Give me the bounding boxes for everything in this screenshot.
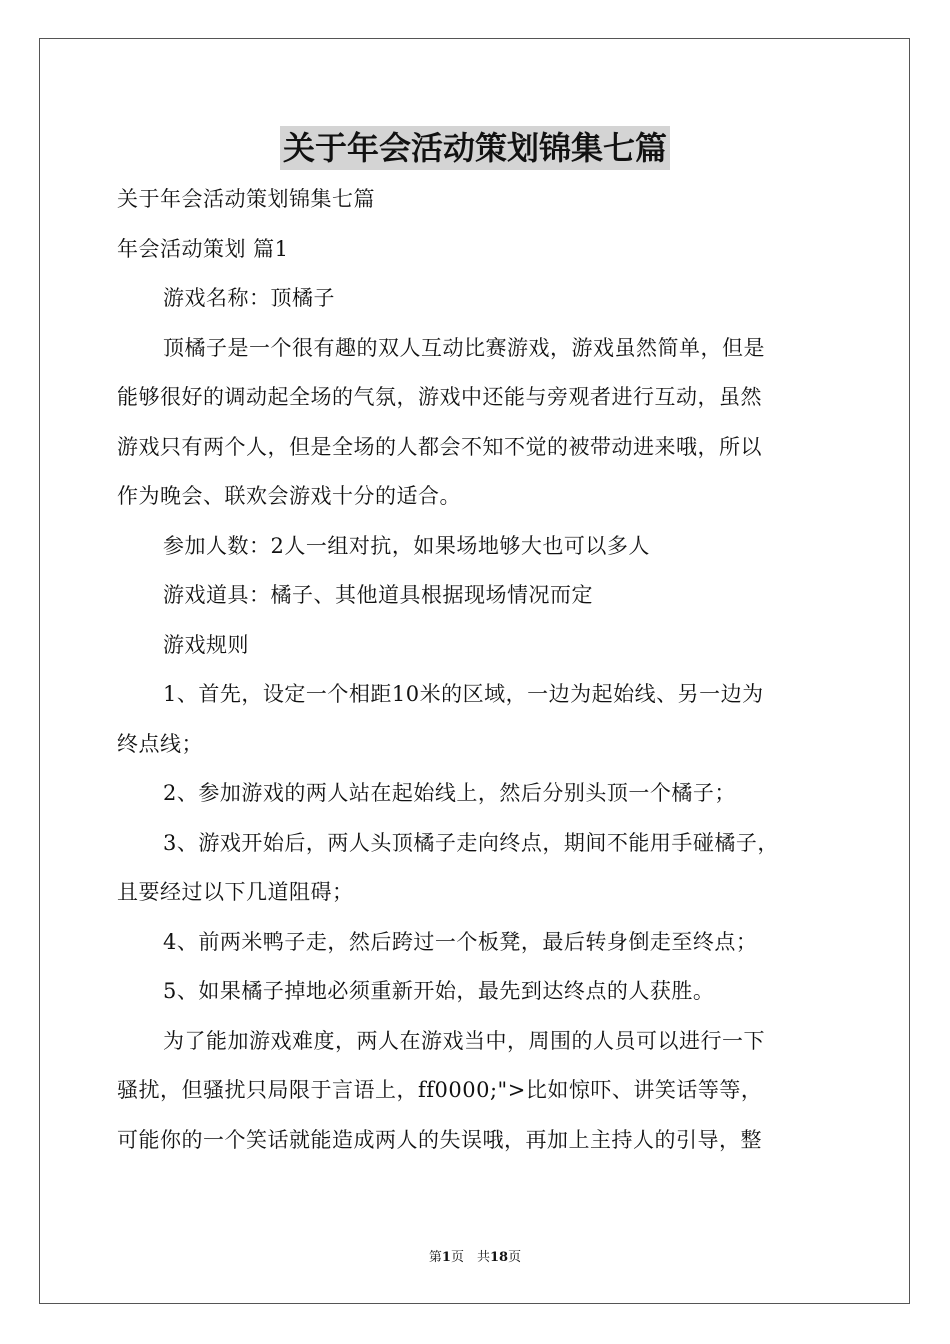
- paragraph-line: 游戏规则: [163, 632, 249, 657]
- paragraph-line: 为了能加游戏难度，两人在游戏当中，周围的人员可以进行一下: [163, 1028, 765, 1053]
- paragraph-line: 能够很好的调动起全场的气氛，游戏中还能与旁观者进行互动，虽然: [117, 385, 762, 409]
- paragraph-line: 游戏名称：顶橘子: [163, 286, 335, 310]
- page-footer: [0, 1246, 950, 1265]
- paragraph-line: 顶橘子是一个很有趣的双人互动比赛游戏，游戏虽然简单，但是: [163, 335, 765, 360]
- paragraph-line: 2、参加游戏的两人站在起始线上，然后分别头顶一个橘子；: [163, 781, 736, 805]
- paragraph-line: 参加人数：2人一组对抗，如果场地够大也可以多人: [163, 533, 650, 558]
- title-wrap: [0, 126, 950, 170]
- document-body: [117, 175, 833, 1165]
- paragraph-line: 游戏只有两个人，但是全场的人都会不知不觉的被带动进来哦，所以: [117, 434, 762, 459]
- paragraph-line: 3、游戏开始后，两人头顶橘子走向终点，期间不能用手碰橘子，: [163, 830, 779, 855]
- paragraph-line: 且要经过以下几道阻碍；: [117, 880, 354, 904]
- paragraph-line: 年会活动策划 篇1: [117, 236, 289, 261]
- paragraph-line: 骚扰，但骚扰只局限于言语上，ff0000;">比如惊吓、讲笑话等等，: [117, 1078, 763, 1102]
- paragraph-line: 游戏道具：橘子、其他道具根据现场情况而定: [163, 583, 593, 607]
- paragraph-line: 关于年会活动策划锦集七篇: [117, 187, 375, 211]
- page-total: 18: [489, 1250, 509, 1265]
- document-title: 关于年会活动策划锦集七篇: [280, 126, 670, 170]
- page-prefix: 第: [428, 1250, 442, 1265]
- paragraph-line: 终点线；: [117, 731, 203, 756]
- paragraph-line: 可能你的一个笑话就能造成两人的失误哦，再加上主持人的引导，整: [117, 1127, 762, 1152]
- paragraph-line: 作为晚会、联欢会游戏十分的适合。: [117, 484, 461, 508]
- paragraph-line: 4、前两米鸭子走，然后跨过一个板凳，最后转身倒走至终点；: [163, 929, 758, 954]
- paragraph-line: 5、如果橘子掉地必须重新开始，最先到达终点的人获胜。: [163, 979, 715, 1003]
- paragraph-line: 1、首先，设定一个相距10米的区域，一边为起始线、另一边为: [163, 682, 764, 706]
- page-suffix: 页: [508, 1250, 522, 1265]
- page-current: 1: [441, 1250, 451, 1265]
- page-mid: 页 共: [450, 1250, 490, 1265]
